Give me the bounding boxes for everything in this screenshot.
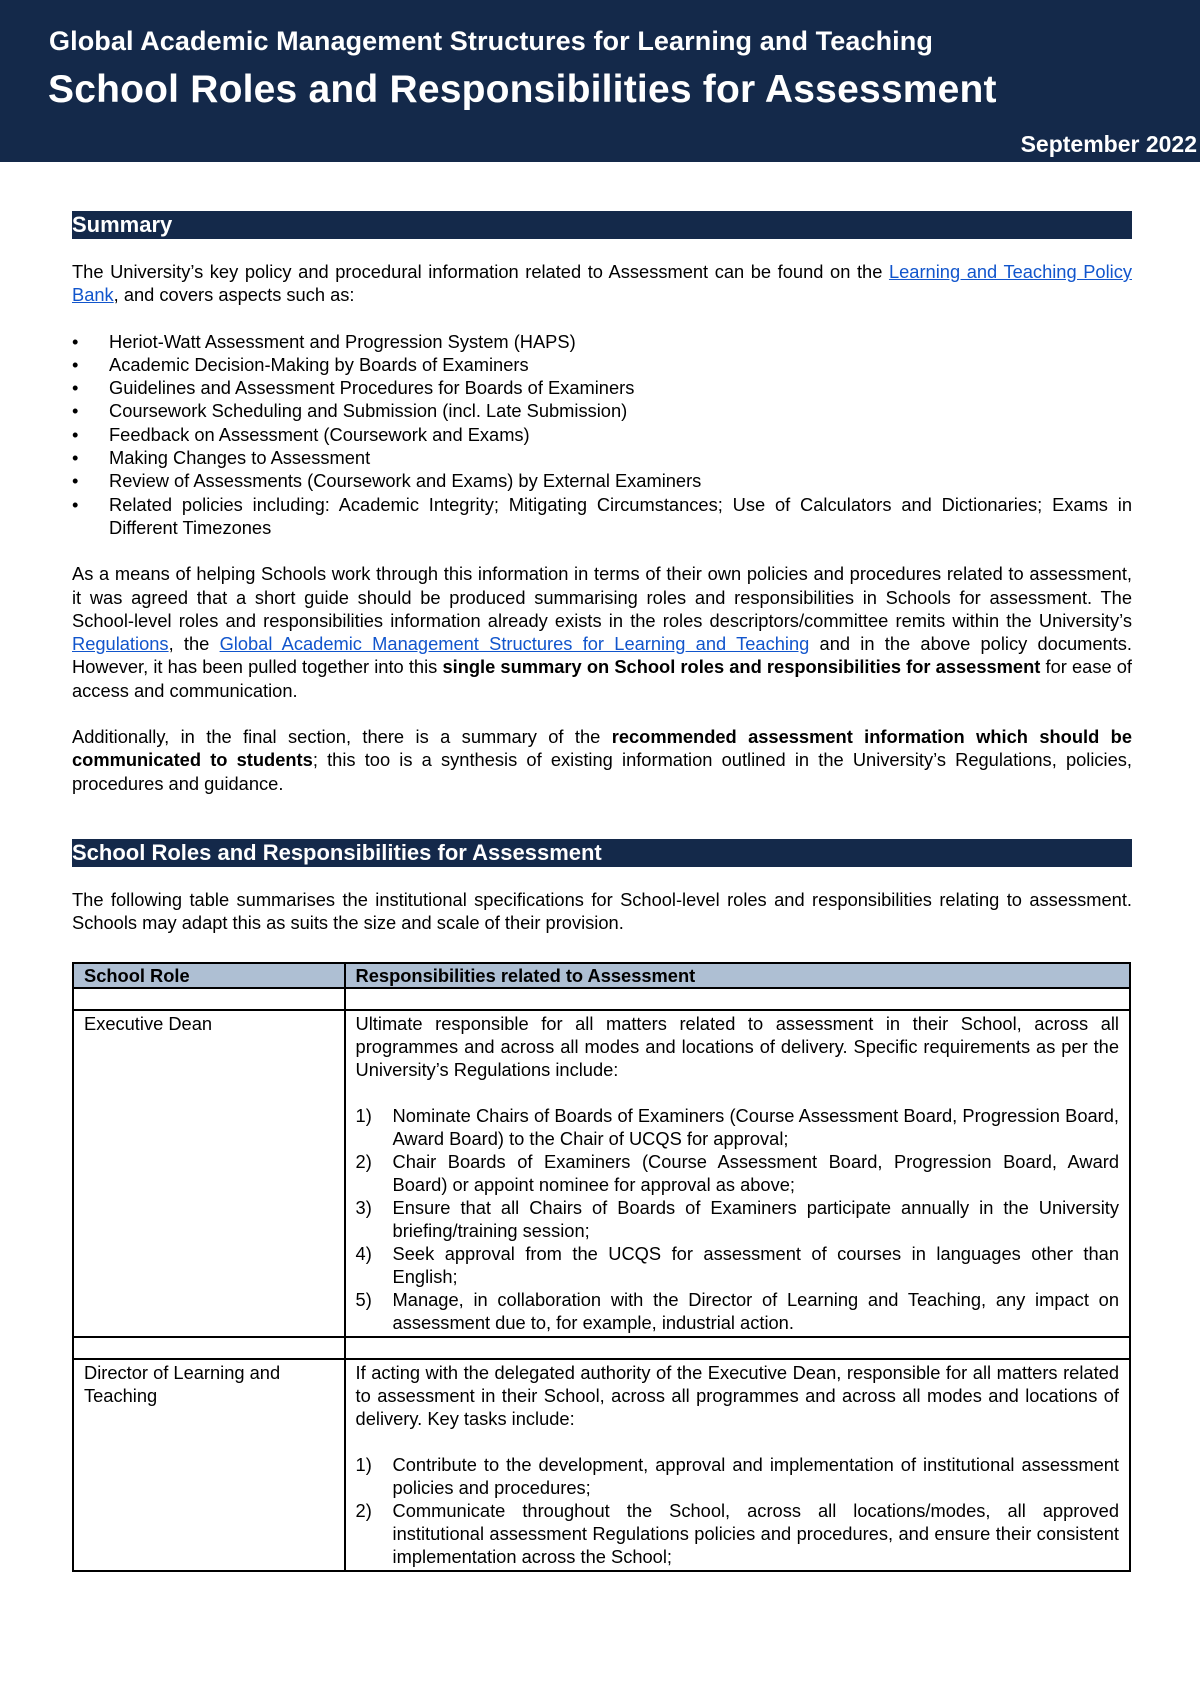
paragraph-text: and in the above policy documents. However, it has been pulled together into this: [72, 633, 1132, 678]
table-row: [73, 1010, 1130, 1337]
item-text: Nominate Chairs of Boards of Examiners (Course Assessment Board, Progression Board, Award Board) to the Chair of UCQS for approval;: [392, 1104, 1119, 1149]
roles-table: [72, 962, 1131, 1572]
list-item: [72, 493, 1132, 540]
paragraph-text: , the: [168, 633, 220, 655]
bullet-icon: •: [72, 330, 79, 352]
list-item: [356, 1499, 1119, 1568]
list-item-text: Heriot-Watt Assessment and Progression System (HAPS): [109, 330, 576, 352]
document-body: [72, 211, 1132, 1572]
paragraph-text: Additionally, in the final section, there is a summary of the: [72, 726, 612, 748]
table-spacer-row: [73, 988, 1130, 1010]
intro-text: The University’s key policy and procedural information related to Assessment can be found on the: [72, 261, 889, 282]
table-row: [73, 1359, 1130, 1571]
item-number: 2): [355, 1499, 372, 1521]
list-item-text: Guidelines and Assessment Procedures for Boards of Examiners: [109, 377, 635, 399]
list-item-text: Feedback on Assessment (Coursework and Exams): [109, 423, 530, 445]
paragraph-emphasis: recommended assessment information which should be communicated to students: [72, 726, 1132, 771]
bullet-icon: •: [72, 493, 79, 515]
responsibilities-cell: [345, 1359, 1130, 1571]
role-cell: Executive Dean: [73, 1010, 345, 1337]
item-number: 5): [355, 1288, 372, 1310]
responsibilities-intro: Ultimate responsible for all matters related to assessment in their School, across all programmes and across all modes and locations of delivery. Specific requirements as per the University’s Regulations include:: [355, 1012, 1119, 1080]
role-cell: Director of Learning and Teaching: [73, 1359, 345, 1571]
summary-bullet-list: [72, 330, 1132, 540]
paragraph-text: ; this too is a synthesis of existing information outlined in the University’s Regulations, policies, procedures and guidance.: [72, 749, 1132, 794]
item-text: Communicate throughout the School, across all locations/modes, all approved institutional assessment Regulations policies and procedures, and ensure their consistent implementation across the School;: [392, 1499, 1119, 1567]
item-text: Seek approval from the UCQS for assessment of courses in languages other than English;: [392, 1242, 1119, 1287]
bullet-icon: •: [72, 423, 79, 445]
list-item-text: Related policies including: Academic Integrity; Mitigating Circumstances; Use of Calculators and Dictionaries; Exams in Different Timezones: [109, 493, 1132, 538]
list-item: [72, 423, 1132, 446]
paragraph-text: As a means of helping Schools work through this information in terms of their own policies and procedures related to assessment, it was agreed that a short guide should be produced summarising roles and responsibilities in Schools for assessment. The School-level roles and responsibilities information already exists in the roles descriptors/committee remits within the University’s: [72, 563, 1132, 631]
list-item: [356, 1196, 1119, 1242]
summary-paragraph-3: [72, 725, 1132, 795]
summary-paragraph-2: [72, 562, 1132, 702]
roles-section-heading: School Roles and Responsibilities for Assessment: [72, 839, 1132, 867]
item-number: 4): [355, 1242, 372, 1264]
document-supertitle: Global Academic Management Structures for Learning and Teaching: [49, 26, 933, 56]
regulations-link[interactable]: Regulations: [72, 633, 169, 655]
list-item: [72, 353, 1132, 376]
item-number: 3): [355, 1196, 372, 1218]
responsibilities-list: [356, 1453, 1119, 1568]
item-number: 1): [355, 1453, 372, 1475]
document-date: September 2022: [1020, 131, 1197, 157]
summary-intro: [72, 260, 1132, 307]
bullet-icon: •: [72, 353, 79, 375]
table-header-row: [73, 963, 1130, 988]
list-item: [72, 469, 1132, 492]
responsibilities-cell: [345, 1010, 1130, 1337]
intro-text-end: , and covers aspects such as:: [113, 284, 355, 306]
roles-section-intro: The following table summarises the institutional specifications for School-level roles and responsibilities relating to assessment. Schools may adapt this as suits the size and scale of their provision.: [72, 888, 1132, 934]
policy-bank-link[interactable]: Learning and Teaching Policy Bank: [72, 261, 1132, 306]
item-text: Manage, in collaboration with the Director of Learning and Teaching, any impact on assessment due to, for example, industrial action.: [392, 1288, 1119, 1333]
item-number: 2): [355, 1150, 372, 1172]
responsibilities-list: [356, 1104, 1119, 1334]
document-banner: [0, 0, 1200, 162]
list-item: [356, 1453, 1119, 1499]
paragraph-text: for ease of access and communication.: [72, 656, 1133, 701]
list-item: [356, 1150, 1119, 1196]
summary-heading: Summary: [72, 211, 1132, 239]
item-number: 1): [355, 1104, 372, 1126]
document-title: School Roles and Responsibilities for Assessment: [48, 68, 997, 111]
gams-link[interactable]: Global Academic Management Structures for Learning and Teaching: [219, 633, 810, 655]
list-item-text: Academic Decision-Making by Boards of Examiners: [109, 353, 529, 375]
list-item-text: Review of Assessments (Coursework and Exams) by External Examiners: [109, 470, 702, 492]
bullet-icon: •: [72, 447, 79, 469]
spacer-cell: [345, 1337, 1130, 1359]
list-item-text: Coursework Scheduling and Submission (incl. Late Submission): [109, 400, 628, 422]
list-item: [356, 1242, 1119, 1288]
item-text: Contribute to the development, approval and implementation of institutional assessment policies and procedures;: [392, 1453, 1119, 1498]
list-item: [72, 330, 1132, 353]
column-header-role: School Role: [73, 963, 345, 988]
item-text: Chair Boards of Examiners (Course Assessment Board, Progression Board, Award Board) or appoint nominee for approval as above;: [392, 1150, 1119, 1195]
bullet-icon: •: [72, 377, 79, 399]
spacer-cell: [73, 1337, 345, 1359]
list-item: [356, 1288, 1119, 1334]
item-text: Ensure that all Chairs of Boards of Examiners participate annually in the University briefing/training session;: [392, 1196, 1119, 1241]
spacer-cell: [345, 988, 1130, 1010]
list-item: [356, 1104, 1119, 1150]
list-item: [72, 376, 1132, 399]
column-header-responsibilities: Responsibilities related to Assessment: [345, 963, 1130, 988]
spacer-cell: [73, 988, 345, 1010]
list-item: [72, 399, 1132, 422]
table-spacer-row: [73, 1337, 1130, 1359]
responsibilities-intro: If acting with the delegated authority of the Executive Dean, responsible for all matters related to assessment in their School, across all programmes and across all modes and locations of delivery. Key tasks include:: [355, 1361, 1119, 1429]
bullet-icon: •: [72, 470, 79, 492]
bullet-icon: •: [72, 400, 79, 422]
list-item: [72, 446, 1132, 469]
list-item-text: Making Changes to Assessment: [109, 447, 371, 469]
paragraph-emphasis: single summary on School roles and responsibilities for assessment: [442, 656, 1041, 678]
